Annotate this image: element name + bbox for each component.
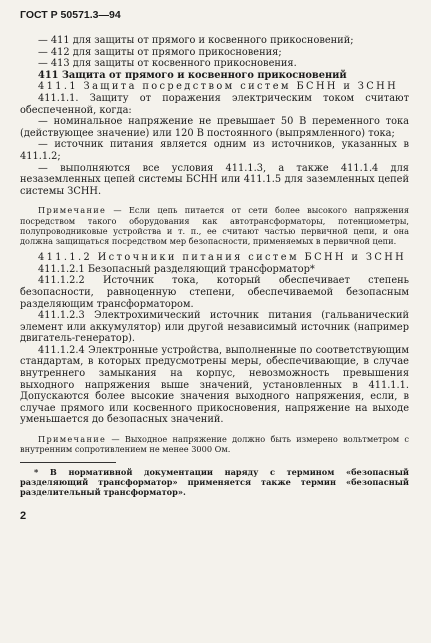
paragraph-411121: 411.1.2.1 Безопасный разделяющий трансформатор*	[38, 263, 315, 275]
footnote-divider	[20, 462, 116, 463]
list-item-412: — 412 для защиты от прямого прикосновения;	[38, 46, 282, 58]
section-4111-intro: 411.1.1. Защиту от поражения электрическим током считают обеспеченной, когда:	[20, 92, 409, 116]
document-header: ГОСТ Р 50571.3—94	[20, 9, 121, 21]
paragraph-411124: 411.1.2.4 Электронные устройства, выполненные по соответствующим стандартам, в которых предусмотрены меры, обеспечивающие, в случае внутреннего замыкания на корпус, невозможность превышения выходного напряжения выше значений, установленных в 411.1.1. Допускаются более высокие значения выходного напряжения, если, в случае прямого или косвенного прикосновения, напряжение на выходе уменьшается до безопасных значений.	[20, 344, 409, 426]
note-label: Примечание	[38, 434, 107, 445]
section-4111-heading: 411.1 Защита посредством систем БСНН и ЗСНН	[38, 81, 399, 93]
note-text: — Если цепь питается от сети более высокого напряжения посредством такого оборудования как автотрансформаторы, потенциометры, полупроводниковые устройства и т. п., ее считают частью первичной цепи, и она должна защищаться посредством мер безопасности, применяемых в первичной цепи.	[20, 205, 409, 246]
condition-requirements: — выполняются все условия 411.1.3, а также 411.1.4 для незаземленных цепей системы БСНН или 411.1.5 для заземленных цепей системы ЗСНН.	[20, 162, 409, 197]
condition-voltage: — номинальное напряжение не превышает 50 В переменного тока (действующее значение) или 120 В постоянного (выпрямленного) тока;	[20, 116, 409, 139]
paragraph-411122: 411.1.2.2 Источник тока, который обеспечивает степень безопасности, равноценную степени, обеспечиваемой безопасным разделяющим трансформатором.	[20, 275, 409, 310]
condition-source: — источник питания является одним из источников, указанных в 411.1.2;	[20, 139, 409, 162]
note-4112	[20, 434, 409, 454]
footnote: * В нормативной документации наряду с термином «безопасный разделяющий трансформатор» применяется также термин «безопасный разделительный трансформатор».	[20, 467, 409, 498]
note-text: — Выходное напряжение должно быть измерено вольтметром с внутренним сопротивлением не менее 3000 Ом.	[20, 434, 409, 455]
paragraph-411123: 411.1.2.3 Электрохимический источник питания (гальванический элемент или аккумулятор) или другой независимый источник (например двигатель-генератор).	[20, 310, 409, 345]
list-item-411: — 411 для защиты от прямого и косвенного прикосновений;	[38, 35, 354, 46]
page-number: 2	[20, 510, 27, 523]
list-item-413: — 413 для защиты от косвенного прикосновения.	[38, 58, 297, 70]
note-4111	[20, 205, 409, 246]
section-4112-heading: 411.1.2 Источники питания систем БСНН и ЗСНН	[38, 252, 407, 264]
note-label: Примечание	[38, 205, 107, 216]
section-411-title: 411 Защита от прямого и косвенного прикосновений	[38, 69, 347, 81]
